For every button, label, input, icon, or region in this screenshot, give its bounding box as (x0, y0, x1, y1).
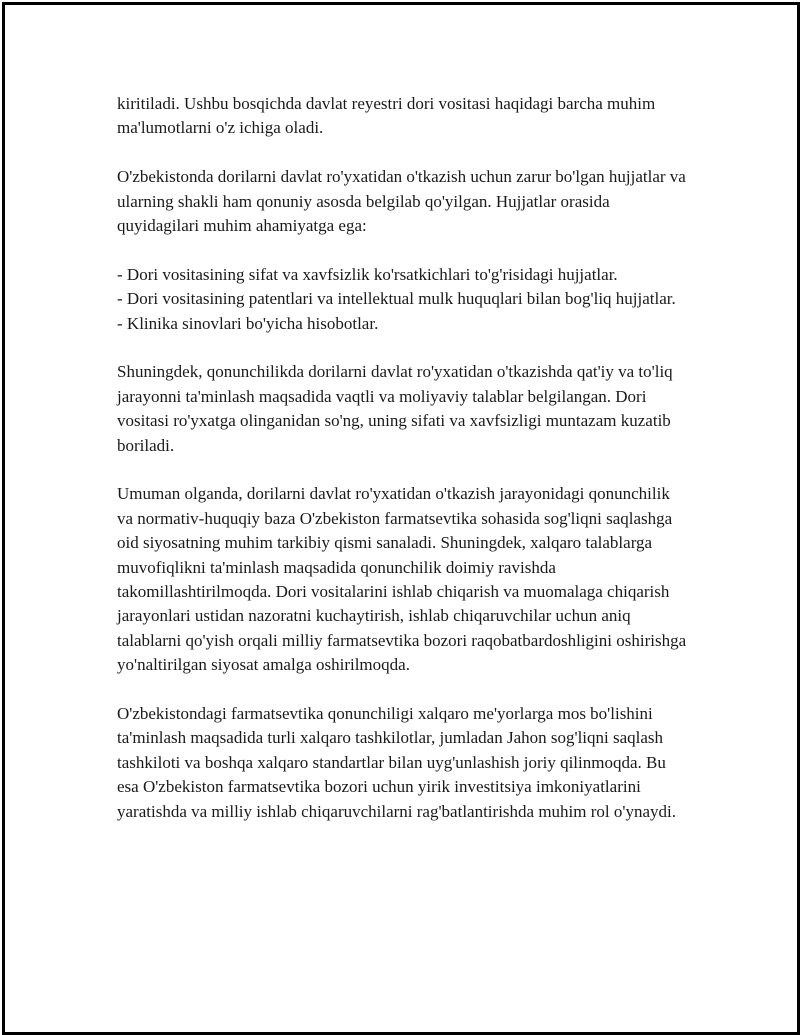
paragraph-required-documents: O'zbekistonda dorilarni davlat ro'yxatidan o'tkazish uchun zarur bo'lgan hujjatlar va ularning shakli ham qonuniy asosda belgilab qo'yilgan. Hujjatlar orasida quyidagilari muhim ahamiyatga ega: (117, 167, 686, 236)
document-body (117, 92, 687, 824)
paragraph-international-standards: O'zbekistondagi farmatsevtika qonunchiligi xalqaro me'yorlarga mos bo'lishini ta'minlash maqsadida turli xalqaro tashkilotlar, jumladan Jahon sog'liqni saqlash tashkiloti va boshqa xalqaro standartlar bilan uyg'unlashish joriy qilinmoqda. Bu esa O'zbekiston farmatsevtika bozori uchun yirik investitsiya imkoniyatlarini yaratishda va milliy ishlab chiqaruvchilarni rag'batlantirishda muhim rol o'ynaydi. (117, 704, 676, 821)
paragraph-document-list: - Dori vositasining sifat va xavfsizlik ko'rsatkichlari to'g'risidagi hujjatlar. - Dori vositasining patentlari va intellektual mulk huquqlari bilan bog'liq hujjatlar. - Klinika sinovlari bo'yicha hisobotlar. (117, 264, 676, 333)
paragraph-requirements: Shuningdek, qonunchilikda dorilarni davlat ro'yxatidan o'tkazishda qat'iy va to'liq jarayonni ta'minlash maqsadida vaqtli va moliyaviy talablar belgilangan. Dori vositasi ro'yxatga olinganidan so'ng, uning sifati va xavfsizligi muntazam kuzatib boriladi. (117, 362, 673, 455)
paragraph-registry-continuation: kiritiladi. Ushbu bosqichda davlat reyestri dori vositasi haqidagi barcha muhim ma'lumotlarni o'z ichiga oladi. (117, 94, 656, 138)
paragraph-summary: Umuman olganda, dorilarni davlat ro'yxatidan o'tkazish jarayonidagi qonunchilik va normativ-huquqiy baza O'zbekiston farmatsevtika sohasida sog'liqni saqlashga oid siyosatning muhim tarkibiy qismi sanaladi. Shuningdek, xalqaro talablarga muvofiqlikni ta'minlash maqsadida qonunchilik doimiy ravishda takomillashtirilmoqda. Dori vositalarini ishlab chiqarish va muomalaga chiqarish jarayonlari ustidan nazoratni kuchaytirish, ishlab chiqaruvchilar uchun aniq talablarni qo'yish orqali milliy farmatsevtika bozori raqobatbardoshligini oshirishga yo'naltirilgan siyosat amalga oshirilmoqda. (117, 484, 687, 675)
